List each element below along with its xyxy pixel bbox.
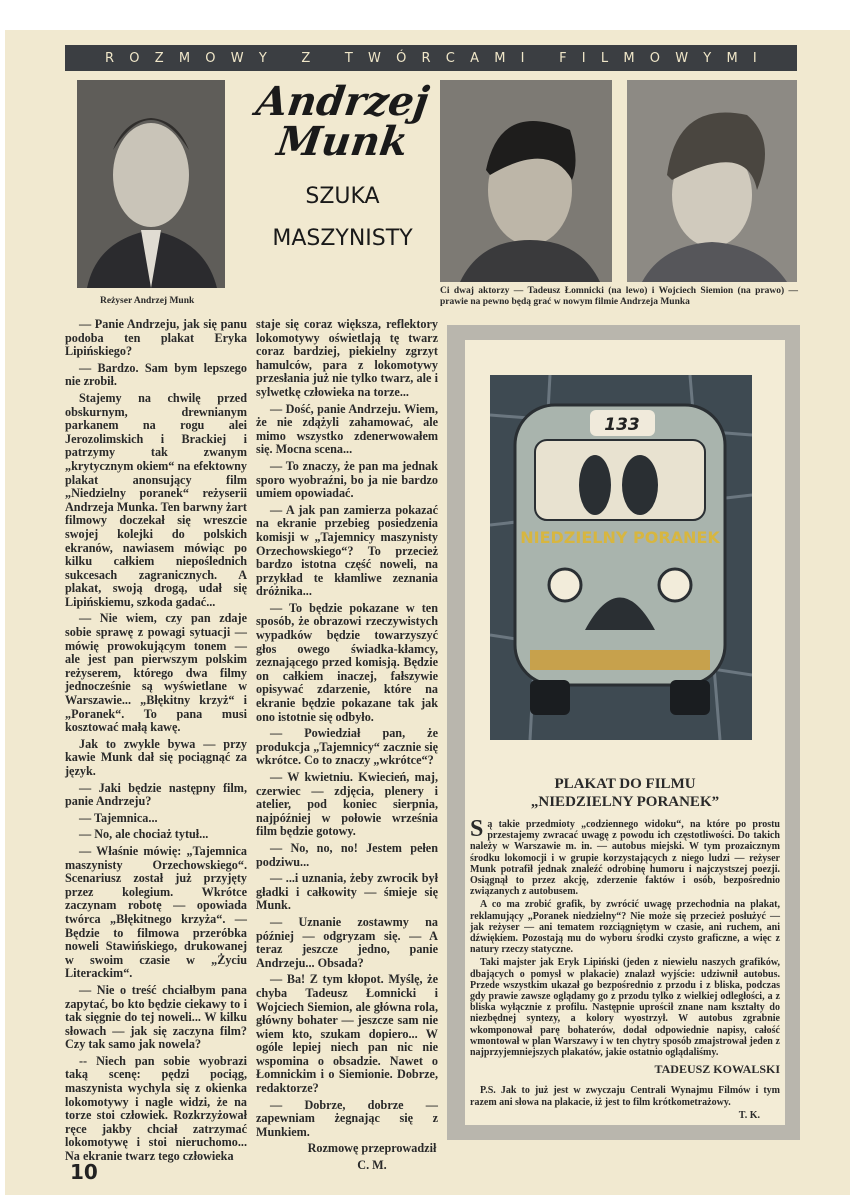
- headline-sub2: MASZYNISTY: [272, 226, 413, 251]
- interview-paragraph: Stajemy na chwilę przed obskurnym, drewnianym parkanem na rogu alei Jerozolimskich i Brackiej i patrzymy tak zwanym „krytycznym okiem“ na efektowny plakat anonsujący film „Niedzielny poranek“ reżyserii Andrzeja Munka. Ten barwny żart filmowy doczekał się wreszcie swojej kolejki do polskich ekranów, nawiasem mówiąc po kilku całkiem niepoślednich sukcesach zagranicznych. A plakat, swoją drogą, udał się Lipińskiemu, szkoda gadać...: [65, 390, 247, 609]
- photo-director: [77, 80, 225, 288]
- interview-column-left: [65, 318, 247, 1167]
- header-letter: M: [726, 50, 738, 66]
- poster-title: NIEDZIELNY PORANEK: [520, 528, 720, 547]
- interview-column-right: [256, 318, 438, 1176]
- film-poster: [490, 375, 752, 740]
- section-header: [65, 45, 797, 71]
- article-paragraph: ą takie przedmioty „codziennego widoku“, na które po prostu przestajemy zwracać uwagę z powodu ich częstotliwości. Do takich należy w Warszawie m. in. — autobus miejski. W tym prozaicznym środku lokomocji i w grupie korzystających z niego ludzi — reżyser Munk potrafił jednak znaleźć odrobinę humoru i najczystszej poezji. Osiągnął to przez akcję, zderzenie faktów i osób, bezpośrednio związanych z autobusem.: [470, 819, 780, 898]
- headline-name: Andrzej: [253, 78, 432, 125]
- interview-paragraph: — W kwietniu. Kwiecień, maj, czerwiec — zdjęcia, plenery i atelier, pod koniec sierpnia, najpóźniej w połowie września film będzie gotowy.: [256, 770, 438, 839]
- header-letter: I: [581, 50, 586, 66]
- header-letter: Y: [703, 50, 712, 66]
- director-caption: Reżyser Andrzej Munk: [100, 296, 195, 306]
- interview-paragraph: — Nie o treść chciałbym pana zapytać, bo kto będzie ciekawy to i tak sięgnie do tej noweli... W kilku słowach — jak się zaczyna film? Czy tak samo jak nowela?: [65, 982, 247, 1052]
- article-title-line2: „NIEDZIELNY PORANEK”: [530, 794, 720, 810]
- interview-paragraph: — Uznanie zostawmy na później — odgryzam się. — A teraz jeszcze jedno, panie Andrzeju... Obsada?: [256, 914, 438, 970]
- interview-paragraph: — A jak pan zamierza pokazać na ekranie przebieg posiedzenia komisji w „Tajemnicy maszynisty Orzechowskiego“? To przecież bardzo istotna część noweli, na przykład te kłamliwe zeznania dróżnika...: [256, 502, 438, 599]
- headline-sub1: SZUKA: [305, 184, 380, 209]
- drop-cap: S: [470, 816, 484, 842]
- article-postscript: P.S. Jak to już jest w zwyczaju Centrali Wynajmu Filmów i tym razem ani słowa na plakacie, iż jest to film krótkometrażowy.: [470, 1085, 780, 1108]
- interview-paragraph: — No, ale chociaż tytuł...: [79, 827, 209, 842]
- header-letter: [282, 51, 286, 66]
- interview-paragraph: — Panie Andrzeju, jak się panu podoba ten plakat Eryka Lipińskiego?: [65, 317, 247, 359]
- header-letter: W: [230, 50, 244, 66]
- photo-actor-siemion: [627, 80, 797, 282]
- postscript-signature: T. K.: [738, 1109, 760, 1121]
- header-letter: T: [344, 50, 353, 66]
- header-letter: R: [105, 50, 115, 66]
- header-letter: O: [649, 50, 660, 66]
- interview-paragraph: staje się coraz większa, reflektory lokomotywy oświetlają tę twarz coraz bardziej, piekielny zgrzyt hamulców, para z lokomotywy przesłania już nie tylko twarz, ale i sylwetkę człowieka na torze...: [256, 317, 438, 399]
- interview-paragraph: — Jaki będzie następny film, panie Andrzeju?: [65, 780, 247, 809]
- header-letter: W: [675, 50, 689, 66]
- interview-signature: Rozmowę przeprowadził: [307, 1141, 437, 1156]
- header-letter: M: [494, 50, 506, 66]
- header-letter: I: [752, 50, 757, 66]
- header-letter: M: [623, 50, 635, 66]
- header-letter: O: [205, 50, 216, 66]
- header-letter: R: [421, 50, 431, 66]
- interview-paragraph: — Dobrze, dobrze — zapewniam żegnając się z Munkiem.: [256, 1097, 438, 1139]
- header-letter: C: [445, 50, 455, 66]
- article-title-line1: PLAKAT DO FILMU: [554, 776, 696, 792]
- header-letter: F: [559, 50, 567, 66]
- interview-paragraph: — ...i uznania, żeby zwrocik był gładki i całkowity — śmieje się Munk.: [256, 871, 438, 913]
- interview-paragraph: — No, no, no! Jestem pełen podziwu...: [256, 840, 438, 869]
- interview-paragraph: — Właśnie mówię: „Tajemnica maszynisty Orzechowskiego“. Scenariusz został już przyjęty przez kolegium. Wkrótce zaczynam robotę — opowiada twórca „Błękitnego krzyża“. — Będzie to filmowa przeróbka noweli Stawińskiego, drukowanej w swoim czasie w „Życiu Literackim“.: [65, 843, 247, 981]
- interview-paragraph: -- Niech pan sobie wyobrazi taką scenę: pędzi pociąg, maszynista wychyla się z okienka lokomotywy i nagle widzi, że na torze stoi człowiek. Rozkrzyżował ręce jakby chciał zatrzymać lokomotywę i stoi nieruchomo... Na ekranie twarz tego człowieka: [65, 1053, 247, 1164]
- headline: [250, 78, 435, 260]
- interview-paragraph: — Ba! Z tym kłopot. Myślę, że chyba Tadeusz Łomnicki i Wojciech Siemion, ale główna rola, główny bohater — jeszcze sam nie wiem kto, szukam dopiero... W ogóle lepiej niech pan nic nie wspomina o obsadzie. Nawet o Łomnickim i o Siemionie. Dobrze, redaktorze?: [256, 972, 438, 1096]
- article-author: TADEUSZ KOWALSKI: [654, 1062, 780, 1077]
- article-paragraph: A co ma zrobić grafik, by zwrócić uwagę przechodnia na plakat, reklamujący „Poranek niedzielny“? Nie może się przecież posłużyć — jak reżyser — ani tematem rozciągniętym w czasie, ani ruchem, ani dźwiękiem. Pozostają mu do wyboru środki czysto graficzne, a więc z natury rzeczy statyczne.: [470, 899, 780, 956]
- header-letter: W: [368, 50, 381, 66]
- interview-paragraph: — Bardzo. Sam bym lepszego nie zrobił.: [65, 360, 247, 389]
- poster-article: [470, 775, 780, 1121]
- interview-paragraph: — Powiedział pan, że produkcja „Tajemnicy“ zacznie się wkrótce. Co to znaczy „wkrótce“?: [256, 726, 438, 768]
- interview-paragraph: — To znaczy, że pan ma jednak sporo wyobraźni, bo ja nie bardzo umiem opowiadać.: [256, 458, 438, 501]
- interview-signature: C. M.: [357, 1158, 387, 1173]
- interview-paragraph: — Tajemnica...: [79, 810, 158, 825]
- headline-surname: Munk: [274, 118, 411, 165]
- header-letter: [325, 51, 329, 66]
- poster-route-number: 133: [604, 415, 640, 435]
- interview-paragraph: — To będzie pokazane w ten sposób, że obrazowi rzeczywistych wypadków będzie towarzyszyć głos owego świadka-kłamcy, zeznającego przed komisją. Będzie on całkiem inaczej, fałszywie opisywać zdarzenie, które na ekranie będzie pokazane tak jak ono istotnie się odbyło.: [256, 600, 438, 724]
- header-letter: Y: [258, 50, 267, 66]
- page-number: 10: [70, 1160, 98, 1184]
- header-letter: Z: [301, 50, 311, 66]
- header-letter: I: [520, 50, 525, 66]
- article-paragraph: Taki majster jak Eryk Lipiński (jeden z niewielu naszych grafików, dbających o pomysł w plakacie) znalazł wyjście: udziwnił autobus. Przede wszystkim ukazał go bezpośrednio z przodu i z bliska, podczas gdy prawie zawsze oglądamy go z przodu tylko z wielkiej odległości, a z bliska wyłącznie z profilu. Następnie uprościł znane nam kształty do niezbędnej syntezy, a kolory wyostrzył. W autobus zgrabnie wkomponował parę bohaterów, dodał odpowiednie napisy, całość wmontował w plan Warszawy i w ten chytry sposób zmajstrował jeden z najprzyjemniejszych plakatów, jakie ostatnio oglądaliśmy.: [470, 957, 780, 1059]
- header-letter: O: [129, 50, 140, 66]
- header-letter: A: [470, 50, 479, 66]
- header-letter: M: [178, 50, 191, 66]
- actors-caption: Ci dwaj aktorzy — Tadeusz Łomnicki (na lewo) i Wojciech Siemion (na prawo) — prawie na pewno będą grać w nowym filmie Andrzeja Munka: [440, 286, 798, 307]
- interview-paragraph: Jak to zwykle bywa — przy kawie Munk dał się pociągnąć za język.: [65, 736, 247, 778]
- photo-actor-lomnicki: [440, 80, 612, 282]
- header-letter: Ó: [396, 50, 407, 66]
- header-letter: Z: [154, 50, 164, 66]
- interview-paragraph: — Nie wiem, czy pan zdaje sobie sprawę z powagi sytuacji — mówię prowokującym tonem — ale jest pan pierwszym polskim reżyserem, którego dwa filmy jednocześnie są wyświetlane w Warszawie... „Błękitny krzyż“ i „Poranek“. To pana musi kosztować małą kawę.: [65, 611, 247, 735]
- interview-paragraph: — Dość, panie Andrzeju. Wiem, że nie zdążyli zahamować, ale mimo wszystko zdenerwowałem się. Mocna scena...: [256, 401, 438, 457]
- header-letter: [540, 51, 544, 66]
- header-letter: L: [600, 50, 609, 66]
